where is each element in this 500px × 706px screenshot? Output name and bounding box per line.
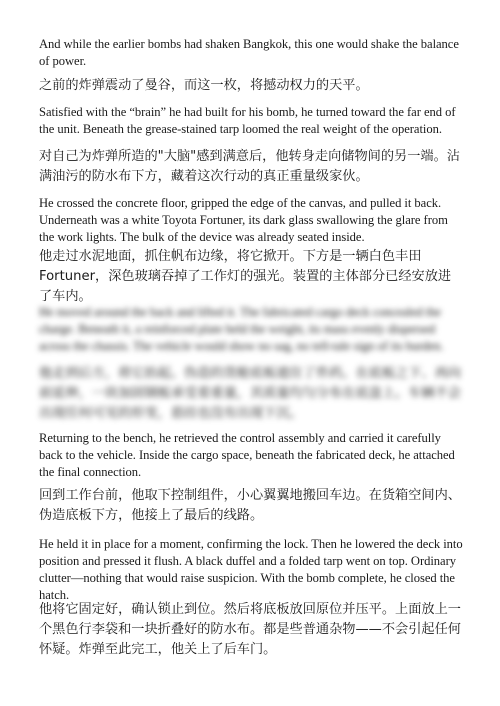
paragraph-en-4-partially-blurred: He moved around the back and lifted it. The fabricated cargo deck concealed the charge. Beneath it, a reinforced plate held the weight, its mass evenly dispersed across the chassis. The vehicle would show no sag, no tell-tale sign of its burden. <box>39 305 444 353</box>
paragraph-zh-3: 他走过水泥地面，抓住帆布边缘，将它掀开。下方是一辆白色丰田Fortuner，深色玻璃吞掉了工作灯的强光。装置的主体部分已经安放进了车内。 <box>39 249 452 304</box>
paragraph-zh-2: 对自己为炸弹所造的"大脑"感到满意后，他转身走向储物间的另一端。沾满油污的防水布下方，藏着这次行动的真正重量级家伙。 <box>39 149 460 184</box>
paragraph-zh-5: 回到工作台前，他取下控制组件，小心翼翼地搬回车边。在货箱空间内、伪造底板下方，他接上了最后的线路。 <box>39 488 461 523</box>
paragraph-zh-4-partially-blurred: 他走到后方，将它抬起。伪造的货舱底板遮住了炸药。在底板之下、再向前延伸，一块加固钢板承受着重量，其质量均匀分布在底盘上。车辆不会出现任何可见的形变，悬挂也没有出现下沉。 <box>39 366 461 421</box>
paragraph-en-2: Satisfied with the “brain” he had built for his bomb, he turned toward the far end of the unit. Beneath the grease-stained tarp loomed the real weight of the operation. <box>39 105 456 136</box>
paragraph-en-6: He held it in place for a moment, confirming the lock. Then he lowered the deck into position and pressed it flush. A black duffel and a folded tarp went on top. Ordinary clutter—nothing that would raise suspicion. With the bomb complete, he closed the hatch. <box>39 537 463 602</box>
paragraph-en-1: And while the earlier bombs had shaken Bangkok, this one would shake the balance of power. <box>39 37 459 68</box>
paragraph-zh-1: 之前的炸弹震动了曼谷，而这一枚，将撼动权力的天平。 <box>39 78 369 93</box>
paragraph-en-5: Returning to the bench, he retrieved the control assembly and carried it carefully back to the vehicle. Inside the cargo space, beneath the fabricated deck, he attached the final connection. <box>39 431 455 479</box>
paragraph-zh-6: 他将它固定好，确认锁止到位。然后将底板放回原位并压平。上面放上一个黑色行李袋和一块折叠好的防水布。都是些普通杂物——不会引起任何怀疑。炸弹至此完工，他关上了后车门。 <box>39 602 461 657</box>
paragraph-en-3: He crossed the concrete floor, gripped the edge of the canvas, and pulled it back. Underneath was a white Toyota Fortuner, its dark glass swallowing the glare from the work lights. The bulk of the device was already seated inside. <box>39 196 448 244</box>
